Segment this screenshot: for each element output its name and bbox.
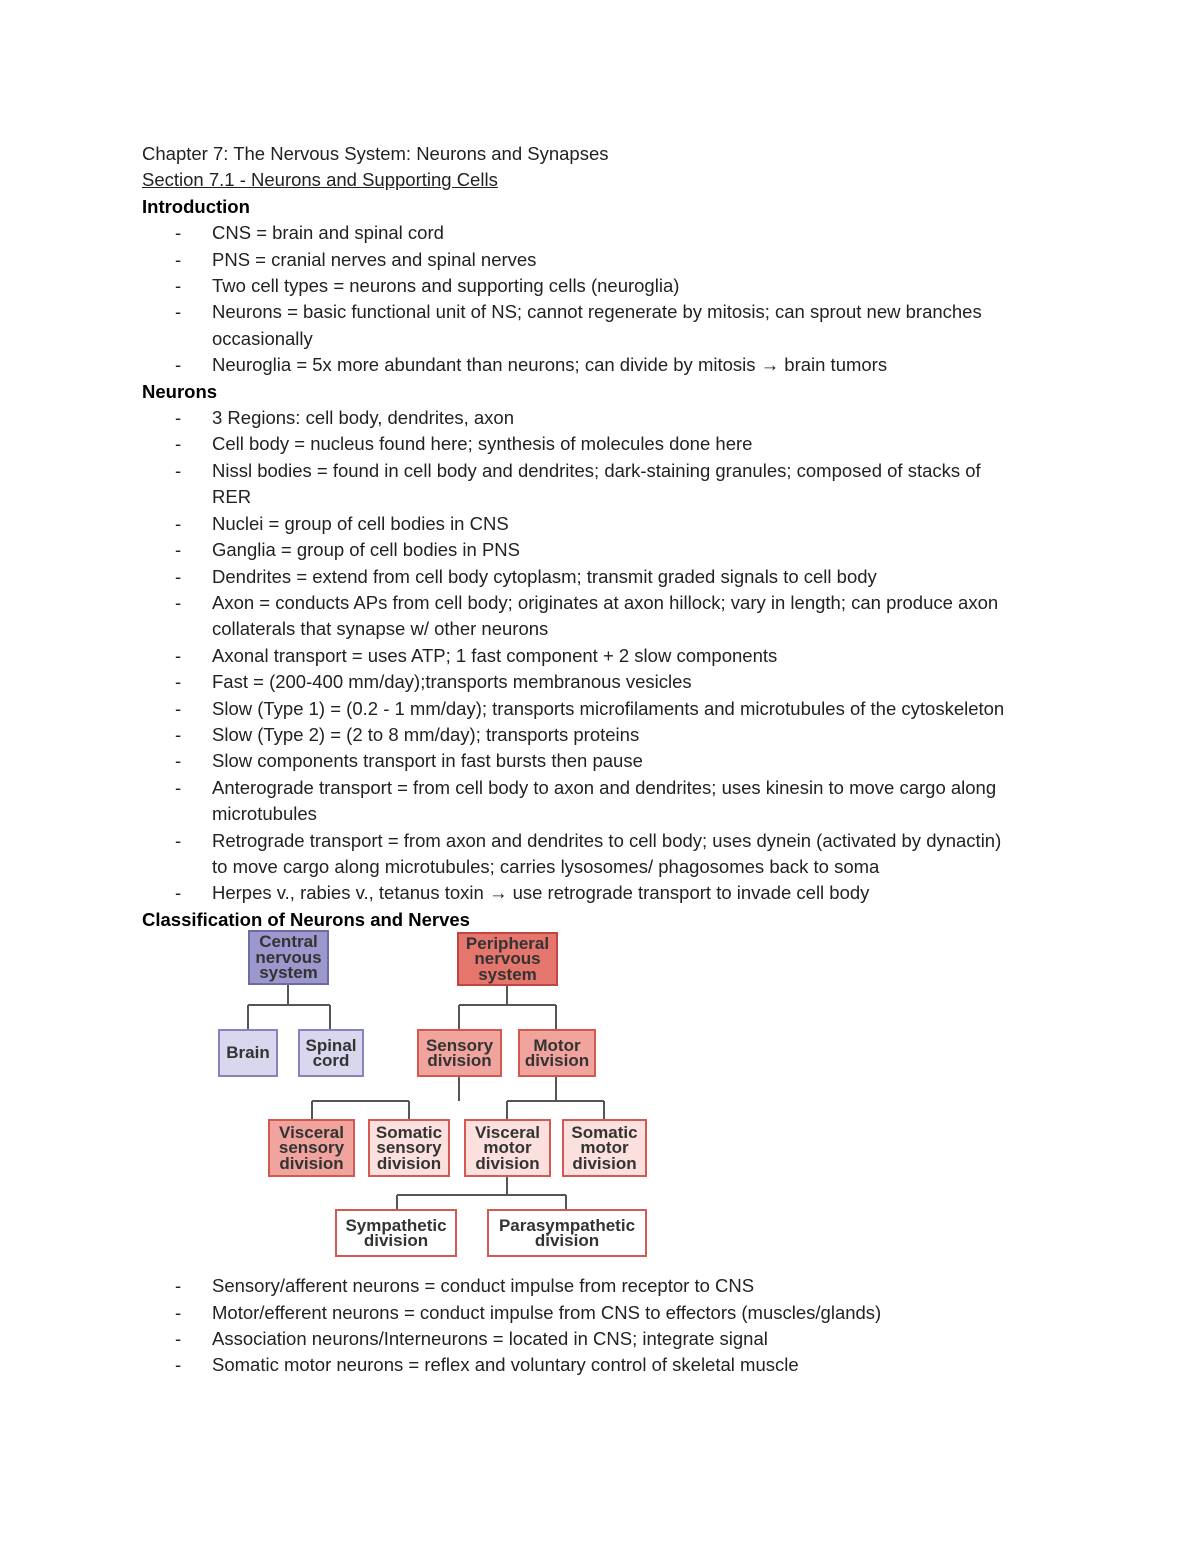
list-item: - Dendrites = extend from cell body cytoplasm; transmit graded signals to cell body <box>175 565 877 587</box>
list-item-continuation: occasionally <box>212 327 313 349</box>
sympathetic-box: Sympathetic division <box>335 1209 457 1257</box>
list-item-continuation: collaterals that synapse w/ other neurons <box>212 618 549 640</box>
section-title: Section 7.1 - Neurons and Supporting Cells <box>142 169 498 191</box>
list-item: - Association neurons/Interneurons = located in CNS; integrate signal <box>175 1328 768 1349</box>
list-item: - Cell body = nucleus found here; synthesis of molecules done here <box>175 433 753 455</box>
list-item: - Neurons = basic functional unit of NS; cannot regenerate by mitosis; can sprout new branches <box>175 301 982 323</box>
brain-box: Brain <box>218 1029 278 1077</box>
list-item: - Herpes v., rabies v., tetanus toxin → use retrograde transport to invade cell body <box>175 882 870 904</box>
nervous-system-diagram <box>142 933 1062 1273</box>
list-item: - Neuroglia = 5x more abundant than neurons; can divide by mitosis → brain tumors <box>175 354 888 376</box>
chapter-title: Chapter 7: The Nervous System: Neurons and Synapses <box>142 143 609 164</box>
list-item: - Anterograde transport = from cell body to axon and dendrites; uses kinesin to move cargo along <box>175 776 997 798</box>
list-item: - Sensory/afferent neurons = conduct impulse from receptor to CNS <box>175 1275 755 1297</box>
list-item: - Slow components transport in fast bursts then pause <box>175 750 643 772</box>
parasympathetic-box: Parasympathetic division <box>487 1209 647 1257</box>
sensory-division-box: Sensory division <box>417 1029 502 1077</box>
list-item-continuation: to move cargo along microtubules; carries lysosomes/ phagosomes back to soma <box>212 855 880 877</box>
spinal-cord-box: Spinal cord <box>298 1029 364 1077</box>
list-item: - Ganglia = group of cell bodies in PNS <box>175 539 521 561</box>
heading-neurons: Neurons <box>142 380 218 402</box>
somatic-motor-box: Somatic motor division <box>562 1119 647 1177</box>
list-item: - Somatic motor neurons = reflex and voluntary control of skeletal muscle <box>175 1354 799 1376</box>
list-item: - Axonal transport = uses ATP; 1 fast component + 2 slow components <box>175 644 778 666</box>
list-item: - Nissl bodies = found in cell body and dendrites; dark-staining granules; composed of stacks of <box>175 459 981 481</box>
list-item: - Two cell types = neurons and supporting cells (neuroglia) <box>175 275 680 297</box>
heading-classification: Classification of Neurons and Nerves <box>142 908 470 930</box>
heading-introduction: Introduction <box>142 195 250 217</box>
neurons-list <box>142 405 1062 907</box>
cns-box: Central nervous system <box>248 930 329 985</box>
list-item: - PNS = cranial nerves and spinal nerves <box>175 248 537 270</box>
intro-list <box>142 220 1062 378</box>
list-item: - Retrograde transport = from axon and dendrites to cell body; uses dynein (activated by dynactin) <box>175 829 1002 851</box>
classification-list <box>142 1273 1062 1379</box>
pns-box: Peripheral nervous system <box>457 932 558 986</box>
list-item-continuation: microtubules <box>212 803 317 825</box>
list-item: - CNS = brain and spinal cord <box>175 222 444 244</box>
list-item: - Axon = conducts APs from cell body; originates at axon hillock; vary in length; can produce axon <box>175 591 999 613</box>
list-item: - Nuclei = group of cell bodies in CNS <box>175 512 509 534</box>
visceral-motor-box: Visceral motor division <box>464 1119 551 1177</box>
motor-division-box: Motor division <box>518 1029 596 1077</box>
list-item: - Slow (Type 1) = (0.2 - 1 mm/day); transports microfilaments and microtubules of the cytoskeleton <box>175 697 1005 719</box>
list-item: - 3 Regions: cell body, dendrites, axon <box>175 407 515 429</box>
somatic-sensory-box: Somatic sensory division <box>368 1119 450 1177</box>
document-page <box>142 141 1062 1379</box>
visceral-sensory-box: Visceral sensory division <box>268 1119 355 1177</box>
list-item-continuation: RER <box>212 486 252 508</box>
list-item: - Fast = (200-400 mm/day);transports membranous vesicles <box>175 671 692 693</box>
list-item: - Slow (Type 2) = (2 to 8 mm/day); transports proteins <box>175 723 640 745</box>
list-item: - Motor/efferent neurons = conduct impulse from CNS to effectors (muscles/glands) <box>175 1301 882 1323</box>
